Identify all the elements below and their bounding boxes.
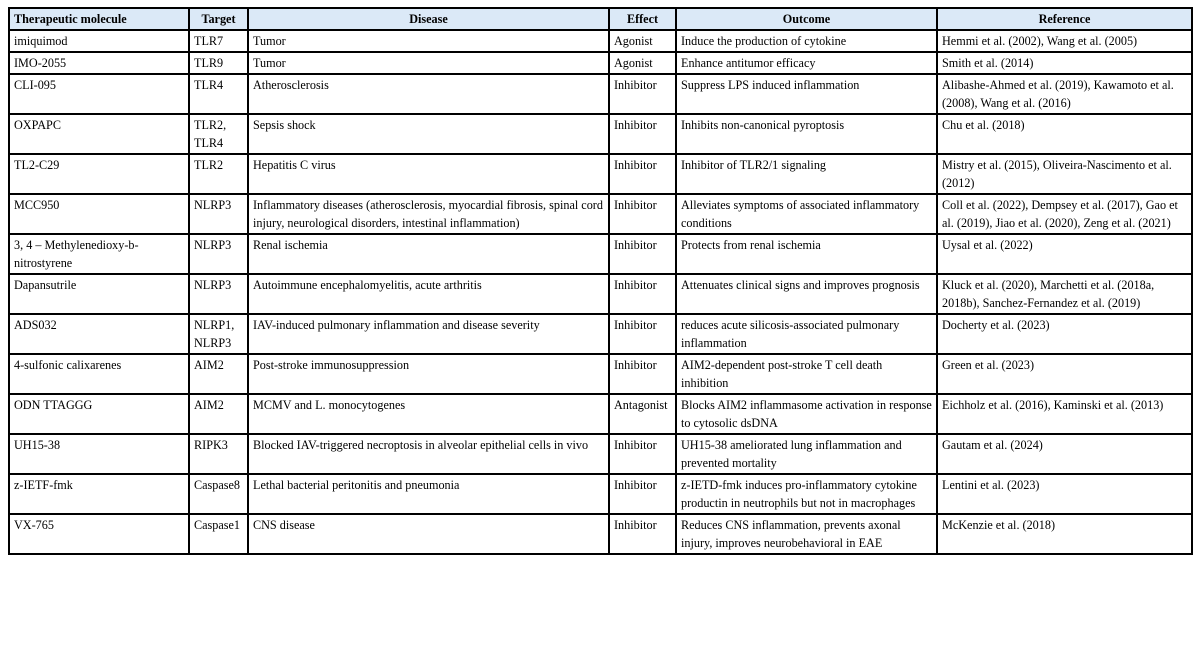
cell-reference: Hemmi et al. (2002), Wang et al. (2005) — [937, 30, 1192, 52]
cell-reference: Gautam et al. (2024) — [937, 434, 1192, 474]
cell-disease: Hepatitis C virus — [248, 154, 609, 194]
cell-molecule: ADS032 — [9, 314, 189, 354]
cell-effect: Inhibitor — [609, 114, 676, 154]
cell-target: AIM2 — [189, 394, 248, 434]
cell-outcome: Protects from renal ischemia — [676, 234, 937, 274]
cell-reference: Green et al. (2023) — [937, 354, 1192, 394]
cell-effect: Agonist — [609, 30, 676, 52]
cell-target: NLRP3 — [189, 234, 248, 274]
cell-molecule: 4-sulfonic calixarenes — [9, 354, 189, 394]
cell-outcome: Blocks AIM2 inflammasome activation in response to cytosolic dsDNA — [676, 394, 937, 434]
cell-effect: Inhibitor — [609, 74, 676, 114]
cell-target: TLR2, TLR4 — [189, 114, 248, 154]
cell-target: TLR4 — [189, 74, 248, 114]
cell-outcome: reduces acute silicosis-associated pulmonary inflammation — [676, 314, 937, 354]
cell-effect: Inhibitor — [609, 474, 676, 514]
cell-target: TLR9 — [189, 52, 248, 74]
cell-target: NLRP3 — [189, 194, 248, 234]
cell-reference: Mistry et al. (2015), Oliveira-Nascimento et al. (2012) — [937, 154, 1192, 194]
cell-effect: Inhibitor — [609, 234, 676, 274]
cell-disease: Atherosclerosis — [248, 74, 609, 114]
cell-outcome: Alleviates symptoms of associated inflammatory conditions — [676, 194, 937, 234]
table-row — [9, 74, 1192, 114]
therapeutic-molecules-table — [8, 7, 1193, 555]
cell-molecule: OXPAPC — [9, 114, 189, 154]
cell-molecule: TL2-C29 — [9, 154, 189, 194]
cell-disease: Lethal bacterial peritonitis and pneumonia — [248, 474, 609, 514]
cell-target: TLR2 — [189, 154, 248, 194]
cell-effect: Inhibitor — [609, 154, 676, 194]
table-row — [9, 394, 1192, 434]
table-row — [9, 274, 1192, 314]
cell-disease: Renal ischemia — [248, 234, 609, 274]
table-row — [9, 234, 1192, 274]
cell-molecule: CLI-095 — [9, 74, 189, 114]
table-header — [9, 8, 1192, 30]
table-row — [9, 314, 1192, 354]
table-body — [9, 30, 1192, 554]
cell-molecule: 3, 4 – Methylenedioxy-b-nitrostyrene — [9, 234, 189, 274]
cell-target: NLRP3 — [189, 274, 248, 314]
cell-molecule: Dapansutrile — [9, 274, 189, 314]
header-row — [9, 8, 1192, 30]
cell-target: RIPK3 — [189, 434, 248, 474]
cell-reference: Eichholz et al. (2016), Kaminski et al. (2013) — [937, 394, 1192, 434]
cell-outcome: Inhibits non-canonical pyroptosis — [676, 114, 937, 154]
cell-reference: Chu et al. (2018) — [937, 114, 1192, 154]
cell-disease: Sepsis shock — [248, 114, 609, 154]
cell-outcome: Induce the production of cytokine — [676, 30, 937, 52]
cell-outcome: z-IETD-fmk induces pro-inflammatory cytokine productin in neutrophils but not in macrophages — [676, 474, 937, 514]
cell-molecule: z-IETF-fmk — [9, 474, 189, 514]
cell-reference: Lentini et al. (2023) — [937, 474, 1192, 514]
cell-reference: Kluck et al. (2020), Marchetti et al. (2018a, 2018b), Sanchez-Fernandez et al. (2019) — [937, 274, 1192, 314]
table-row — [9, 30, 1192, 52]
table-row — [9, 114, 1192, 154]
cell-reference: McKenzie et al. (2018) — [937, 514, 1192, 554]
cell-effect: Inhibitor — [609, 314, 676, 354]
cell-molecule: ODN TTAGGG — [9, 394, 189, 434]
cell-reference: Coll et al. (2022), Dempsey et al. (2017), Gao et al. (2019), Jiao et al. (2020), Zeng et al. (2021) — [937, 194, 1192, 234]
cell-effect: Inhibitor — [609, 354, 676, 394]
cell-outcome: Inhibitor of TLR2/1 signaling — [676, 154, 937, 194]
table-row — [9, 474, 1192, 514]
cell-molecule: imiquimod — [9, 30, 189, 52]
cell-outcome: Reduces CNS inflammation, prevents axonal injury, improves neurobehavioral in EAE — [676, 514, 937, 554]
header-therapeutic-molecule: Therapeutic molecule — [9, 8, 189, 30]
table-row — [9, 514, 1192, 554]
table-row — [9, 354, 1192, 394]
cell-reference: Alibashe-Ahmed et al. (2019), Kawamoto et al. (2008), Wang et al. (2016) — [937, 74, 1192, 114]
table-row — [9, 154, 1192, 194]
cell-disease: Inflammatory diseases (atherosclerosis, myocardial fibrosis, spinal cord injury, neurological disorders, intestinal inflammation) — [248, 194, 609, 234]
cell-disease: Blocked IAV-triggered necroptosis in alveolar epithelial cells in vivo — [248, 434, 609, 474]
cell-disease: IAV-induced pulmonary inflammation and disease severity — [248, 314, 609, 354]
header-target: Target — [189, 8, 248, 30]
cell-molecule: UH15-38 — [9, 434, 189, 474]
cell-reference: Smith et al. (2014) — [937, 52, 1192, 74]
header-reference: Reference — [937, 8, 1192, 30]
cell-outcome: Enhance antitumor efficacy — [676, 52, 937, 74]
cell-molecule: MCC950 — [9, 194, 189, 234]
cell-target: Caspase1 — [189, 514, 248, 554]
cell-target: AIM2 — [189, 354, 248, 394]
cell-outcome: Attenuates clinical signs and improves prognosis — [676, 274, 937, 314]
cell-molecule: VX-765 — [9, 514, 189, 554]
header-outcome: Outcome — [676, 8, 937, 30]
cell-outcome: AIM2-dependent post-stroke T cell death inhibition — [676, 354, 937, 394]
table-row — [9, 194, 1192, 234]
cell-effect: Inhibitor — [609, 274, 676, 314]
cell-molecule: IMO-2055 — [9, 52, 189, 74]
header-effect: Effect — [609, 8, 676, 30]
therapeutic-molecules-table-container — [8, 7, 1191, 555]
cell-disease: Tumor — [248, 30, 609, 52]
table-row — [9, 434, 1192, 474]
cell-target: NLRP1, NLRP3 — [189, 314, 248, 354]
header-disease: Disease — [248, 8, 609, 30]
cell-reference: Uysal et al. (2022) — [937, 234, 1192, 274]
cell-disease: Autoimmune encephalomyelitis, acute arthritis — [248, 274, 609, 314]
cell-effect: Inhibitor — [609, 194, 676, 234]
cell-target: Caspase8 — [189, 474, 248, 514]
cell-disease: CNS disease — [248, 514, 609, 554]
cell-disease: Post-stroke immunosuppression — [248, 354, 609, 394]
cell-effect: Inhibitor — [609, 514, 676, 554]
cell-disease: MCMV and L. monocytogenes — [248, 394, 609, 434]
table-row — [9, 52, 1192, 74]
cell-effect: Inhibitor — [609, 434, 676, 474]
cell-reference: Docherty et al. (2023) — [937, 314, 1192, 354]
cell-outcome: UH15-38 ameliorated lung inflammation and prevented mortality — [676, 434, 937, 474]
cell-disease: Tumor — [248, 52, 609, 74]
cell-target: TLR7 — [189, 30, 248, 52]
cell-outcome: Suppress LPS induced inflammation — [676, 74, 937, 114]
cell-effect: Antagonist — [609, 394, 676, 434]
cell-effect: Agonist — [609, 52, 676, 74]
